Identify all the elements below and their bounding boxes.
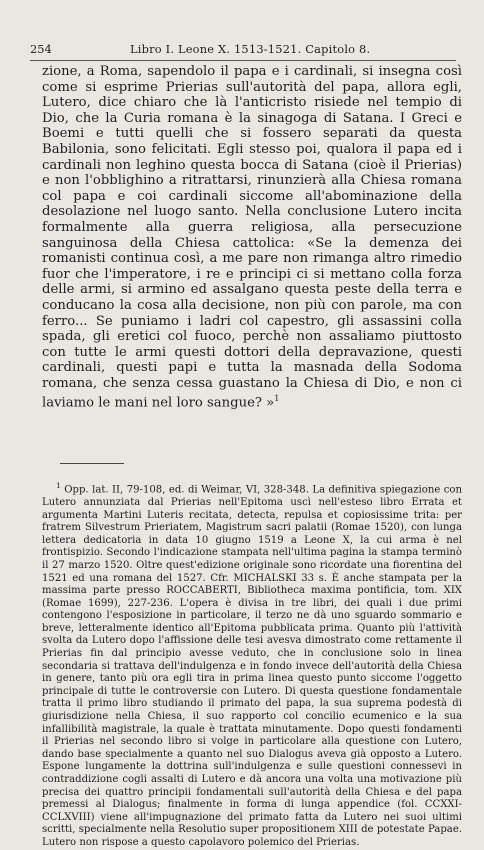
footnote bbox=[42, 480, 462, 850]
footnote-reference: 1 bbox=[274, 394, 280, 404]
main-text bbox=[42, 64, 462, 411]
footnote-text: Opp. lat. II, 79-108, ed. di Weimar, VI, 328-348. La definitiva spiegazione con Lutero annunziata dal Prierias nell'Epitoma uscì nell'esteso libro Errata et argumenta Martini Luteris recitata, detecta, repulsa et copiosissime trita: per fratrem Silvestrum Prieriatem, Magistrum sacri palatii (Romae 1520), con lunga lettera dedicatoria in data 10 giugno 1519 a Leone X, la cui arma è nel frontispizio. Secondo l'indicazione stampata nell'ultima pagina la stampa terminò il 27 marzo 1520. Oltre quest'edizione originale sono ricordate una fiorentina del 1521 ed una romana del 1527. Cfr. MICHALSKI 33 s. È anche stampata per la massima parte presso ROCCABERTI, Bibliotheca maxima pontificia, tom. XIX (Romae 1699), 227-236. L'opera è divisa in tre libri, dei quali i due primi contengono l'esposizione in particolare, il terzo ne dà uno sguardo sommario e breve, letteralmente identico all'Epitoma pubblicata prima. Quanto più l'attività svolta da Lutero dopo l'affissione delle tesi avesva dimostrato come rettamente il Prierias fin dal principio avesse veduto, che in conclusione solo in linea secondaria si trattava dell'indulgenza e in fondo invece dell'autorità della Chiesa in genere, tanto più ora egli tira in prima linea questo punto siccome l'oggetto principale di tutte le controversie con Lutero. Di questa questione fondamentale tratta il primo libro studiando il primato del papa, la sua suprema podestà di giurisdizione nella Chiesa, il suo rapporto col concilio ecumenico e la sua infallibilità magistrale, la quale è trattata minutamente. Dopo questi fondamenti il Prierias nel secondo libro si volge in particolare alla questione con Lutero, dando base specialmente a quanto nel suo Dialogus aveva già opposto a Lutero. Espone lungamente la dottrina sull'indulgenza e sulle questioni connessevi in contraddizione cogli assalti di Lutero e dà ancora una volta una motivazione più precisa dei quattro principii fondamentali sull'autorità della Chiesa e del papa premessi al Dialogus; finalmente in forma di lunga appendice (fol. CCXXI-CCLXVIII) viene all'impugnazione del primato fatta da Lutero nei suoi ultimi scritti, specialmente nella Resolutio super propositionem XIII de potestate Papae. Lutero non rispose a questo capolavoro polemico del Prierias. bbox=[42, 484, 462, 848]
body-paragraph bbox=[42, 64, 462, 411]
footnote-paragraph bbox=[42, 480, 462, 850]
running-title: Libro I. Leone X. 1513-1521. Capitolo 8. bbox=[130, 42, 371, 56]
page-number: 254 bbox=[30, 42, 52, 56]
header-rule bbox=[30, 60, 456, 61]
page-header bbox=[30, 42, 456, 56]
footnote-mark: 1 bbox=[56, 481, 61, 490]
footnote-rule bbox=[60, 463, 124, 464]
body-paragraph-text: zione, a Roma, sapendolo il papa e i cardinali, si insegna così come si esprime Prierias sull'autorità del papa, allora egli, Lutero, dice chiaro che là l'anticristo risiede nel tempio di Dio, che la Curia romana è la sinagoga di Satana. I Greci e Boemi e tutti quelli che si fossero separati da questa Babilonia, sono felicitati. Egli stesso poi, qualora il papa ed i cardinali non leghino questa bocca di Satana (cioè il Prierias) e non l'obblighino a ritrattarsi, rinunzierà alla Chiesa romana col papa e coi cardinali siccome all'abominazione della desolazione nel luogo santo. Nella conclusione Lutero incita formalmente alla guerra religiosa, alla persecuzione sanguinosa della Chiesa cattolica: «Se la demenza dei romanisti continua così, a me pare non rimanga altro rimedio fuor che l'imperatore, i re e principi ci si mettano colla forza delle armi, si armino ed assalgano questa peste della terra e conducano la cosa alla decisione, non più con parole, ma con ferro... Se puniamo i ladri col capestro, gli assassini colla spada, gli eretici col fuoco, perchè non assaliamo piuttosto con tutte le armi questi dottori della depravazione, questi cardinali, questi papi e tutta la masnada della Sodoma romana, che senza cessa guastano la Chiesa di Dio, e non ci laviamo le mani nel loro sangue? » bbox=[42, 64, 462, 411]
